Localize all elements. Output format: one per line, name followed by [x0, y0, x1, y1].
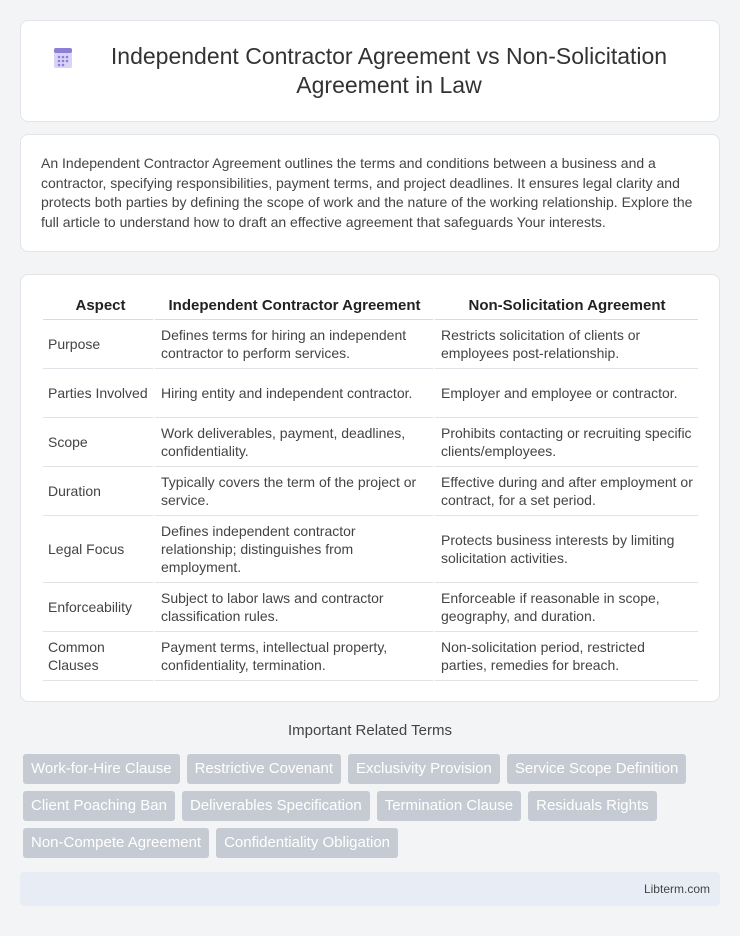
related-term-tag[interactable]: Non-Compete Agreement	[23, 828, 209, 858]
cell-nsa: Employer and employee or contractor.	[433, 369, 698, 418]
table-row	[43, 369, 698, 418]
cell-aspect: Purpose	[43, 320, 153, 369]
table-row	[43, 418, 698, 467]
cell-nsa: Protects business interests by limiting solicitation activities.	[433, 516, 698, 583]
intro-card	[20, 134, 720, 252]
related-term-tag[interactable]: Residuals Rights	[528, 791, 657, 821]
related-term-tag[interactable]: Confidentiality Obligation	[216, 828, 398, 858]
related-term-tag[interactable]: Termination Clause	[377, 791, 521, 821]
cell-aspect: Parties Involved	[43, 369, 153, 418]
cell-ica: Defines independent contractor relationship; distinguishes from employment.	[153, 516, 433, 583]
header-non-solicitation: Non-Solicitation Agreement	[433, 295, 698, 320]
cell-aspect: Duration	[43, 467, 153, 516]
document-grid-icon	[51, 46, 75, 70]
table-header-row	[43, 295, 698, 320]
comparison-table-card	[20, 274, 720, 702]
cell-ica: Defines terms for hiring an independent contractor to perform services.	[153, 320, 433, 369]
comparison-table	[43, 295, 698, 681]
page-title: Independent Contractor Agreement vs Non-Solicitation Agreement in Law	[110, 43, 668, 98]
footer-brand[interactable]: Libterm.com	[643, 882, 710, 896]
cell-ica: Subject to labor laws and contractor classification rules.	[153, 583, 433, 632]
table-row	[43, 320, 698, 369]
cell-aspect: Common Clauses	[43, 632, 153, 681]
related-terms-list	[23, 754, 723, 858]
footer	[20, 872, 720, 906]
cell-aspect: Scope	[43, 418, 153, 467]
cell-nsa: Enforceable if reasonable in scope, geography, and duration.	[433, 583, 698, 632]
cell-ica: Hiring entity and independent contractor.	[153, 369, 433, 418]
related-term-tag[interactable]: Deliverables Specification	[182, 791, 370, 821]
intro-text: An Independent Contractor Agreement outlines the terms and conditions between a business and a contractor, specifying responsibilities, payment terms, and project deadlines. It ensures legal clarity and protects both parties by defining the scope of work and the nature of the working relationship. Explore the full article to understand how to draft an effective agreement that safeguards Your interests.	[41, 155, 693, 230]
table-row	[43, 516, 698, 583]
cell-nsa: Restricts solicitation of clients or employees post-relationship.	[433, 320, 698, 369]
cell-nsa: Effective during and after employment or contract, for a set period.	[433, 467, 698, 516]
cell-nsa: Prohibits contacting or recruiting specific clients/employees.	[433, 418, 698, 467]
cell-ica: Typically covers the term of the project or service.	[153, 467, 433, 516]
table-row	[43, 467, 698, 516]
cell-aspect: Enforceability	[43, 583, 153, 632]
related-term-tag[interactable]: Client Poaching Ban	[23, 791, 175, 821]
header-aspect: Aspect	[43, 295, 153, 320]
related-term-tag[interactable]: Exclusivity Provision	[348, 754, 500, 784]
table-row	[43, 632, 698, 681]
related-term-tag[interactable]: Service Scope Definition	[507, 754, 686, 784]
title-card	[20, 20, 720, 122]
related-term-tag[interactable]: Restrictive Covenant	[187, 754, 341, 784]
cell-nsa: Non-solicitation period, restricted parties, remedies for breach.	[433, 632, 698, 681]
header-independent-contractor: Independent Contractor Agreement	[153, 295, 433, 320]
cell-ica: Payment terms, intellectual property, confidentiality, termination.	[153, 632, 433, 681]
related-terms-heading: Important Related Terms	[288, 722, 452, 739]
cell-aspect: Legal Focus	[43, 516, 153, 583]
related-term-tag[interactable]: Work-for-Hire Clause	[23, 754, 180, 784]
cell-ica: Work deliverables, payment, deadlines, confidentiality.	[153, 418, 433, 467]
table-row	[43, 583, 698, 632]
